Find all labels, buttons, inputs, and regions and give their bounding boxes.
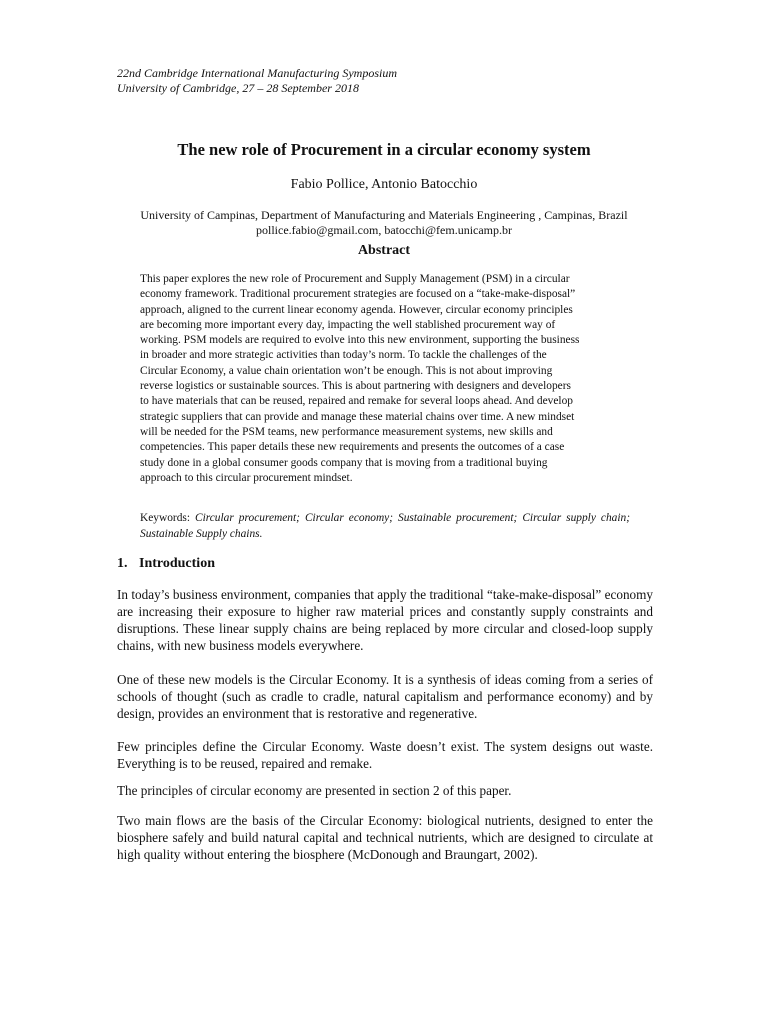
abstract-line: will be needed for the PSM teams, new performance measurement systems, new skills and — [140, 425, 553, 438]
paper-title: The new role of Procurement in a circular economy system — [177, 140, 591, 159]
affiliation-emails: pollice.fabio@gmail.com, batocchi@fem.unicamp.br — [255, 223, 513, 237]
section-number: 1. — [117, 556, 128, 571]
intro-paragraph-2: One of these new models is the Circular Economy. It is a synthesis of ideas coming from a series of schools of thought (such as cradle to cradle, natural capitalism and performance economy) and by design, provides an environment that is restorative and regenerative. — [117, 672, 653, 721]
section-heading-introduction — [117, 556, 215, 572]
keywords — [140, 511, 630, 542]
abstract-heading: Abstract — [357, 243, 411, 258]
abstract-line: are becoming more important every day, impacting the well stablished procurement way of — [140, 318, 556, 331]
abstract-line: economy framework. Traditional procurement strategies are focused on a “take-make-disposal” — [140, 288, 576, 301]
conference-name: 22nd Cambridge International Manufacturing Symposium — [117, 66, 397, 80]
paper-authors: Fabio Pollice, Antonio Batocchio — [290, 177, 478, 192]
intro-paragraph-5: Two main flows are the basis of the Circular Economy: biological nutrients, designed to enter the biosphere safely and build natural capital and technical nutrients, which are designed to circulate at high quality without entering the biosphere (McDonough and Braungart, 2002). — [117, 813, 653, 862]
abstract-line: strategic suppliers that can provide and manage these material chains over time. A new mindset — [140, 410, 575, 423]
abstract-line: approach, aligned to the current linear economy agenda. However, circular economy principles — [140, 303, 573, 316]
abstract-line: in broader and more strategic activities than today’s norm. To tackle the challenges of the — [140, 349, 547, 362]
abstract-line: reverse logistics or sustainable sources. This is about partnering with designers and developers — [140, 380, 571, 393]
abstract-line: study done in a global consumer goods company that is moving from a traditional buying — [140, 456, 548, 469]
abstract-line: to have materials that can be reused, repaired and remake for several loops ahead. And develop — [140, 395, 573, 408]
conference-location-date: University of Cambridge, 27 – 28 September 2018 — [117, 81, 359, 95]
abstract-line: working. PSM models are required to evolve into this new environment, supporting the business — [140, 334, 580, 347]
author-affiliation — [110, 208, 658, 238]
affiliation-institution: University of Campinas, Department of Manufacturing and Materials Engineering , Campinas, Brazil — [140, 208, 628, 222]
abstract-line: competencies. This paper details these new requirements and presents the outcomes of a case — [140, 441, 565, 454]
abstract-body — [140, 272, 630, 486]
abstract-line: approach to this circular procurement mindset. — [140, 471, 353, 484]
abstract-line: This paper explores the new role of Procurement and Supply Management (PSM) in a circular — [140, 273, 570, 285]
conference-header — [117, 66, 397, 96]
intro-paragraph-1: In today’s business environment, companies that apply the traditional “take-make-disposal” economy are increasing their exposure to higher raw material prices and constantly supply constraints and disruptions. These linear supply chains are being replaced by more circular and closed-loop supply chains, with new business models everywhere. — [117, 587, 653, 653]
intro-paragraph-3: Few principles define the Circular Economy. Waste doesn’t exist. The system designs out waste. Everything is to be reused, repaired and remake. — [117, 739, 653, 771]
keywords-label: Keywords: — [140, 512, 190, 524]
keywords-list: Circular procurement; Circular economy; Sustainable procurement; Circular supply chain; Sustainable Supply chains. — [140, 512, 630, 540]
section-title: Introduction — [139, 556, 215, 571]
abstract-line: Circular Economy, a value chain orientation won’t be enough. This is not about improving — [140, 364, 553, 377]
intro-paragraph-4: The principles of circular economy are presented in section 2 of this paper. — [117, 783, 512, 798]
